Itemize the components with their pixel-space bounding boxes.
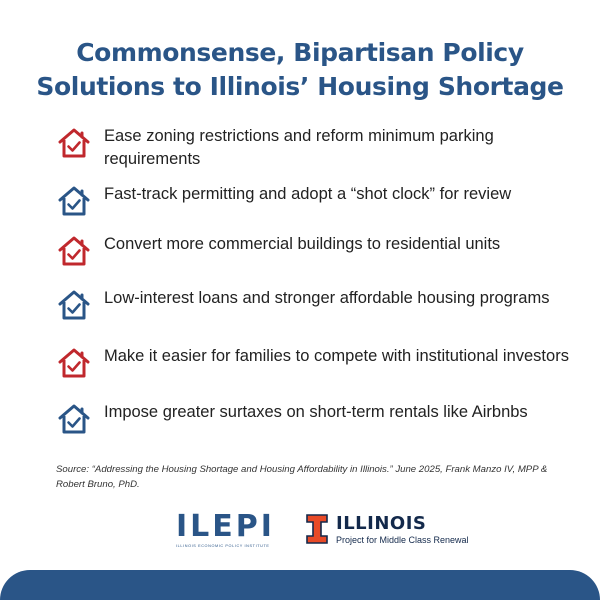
policy-item-3	[56, 233, 576, 269]
footer-bar	[0, 570, 600, 600]
illinois-project-name: Project for Middle Class Renewal	[336, 535, 469, 545]
ilepi-logo	[176, 509, 275, 548]
policy-item-2	[56, 183, 576, 219]
policy-item-text: Impose greater surtaxes on short-term rentals like Airbnbs	[104, 403, 528, 421]
ilepi-logo-text: ILEPI	[176, 509, 275, 544]
policy-item-text: Low-interest loans and stronger affordable housing programs	[104, 289, 550, 307]
policy-item-text: Make it easier for families to compete with institutional investors	[104, 347, 569, 365]
block-i-icon	[306, 514, 328, 544]
policy-item-6	[56, 401, 576, 437]
policy-item-text: Fast-track permitting and adopt a “shot clock” for review	[104, 185, 512, 203]
policy-item-4	[56, 287, 576, 323]
ilepi-full-name: ILLINOIS ECONOMIC POLICY INSTITUTE	[176, 544, 270, 548]
house-check-icon	[56, 233, 92, 269]
title-line-2: Solutions to Illinois’ Housing Shortage	[36, 72, 564, 101]
illinois-logo	[306, 514, 469, 545]
house-check-icon	[56, 183, 92, 219]
source-citation: Source: “Addressing the Housing Shortage and Housing Affordability in Illinois.” June 2025, Frank Manzo IV, MPP & Robert Bruno, PhD.	[56, 464, 548, 490]
logo-row	[0, 509, 600, 552]
house-check-icon	[56, 345, 92, 381]
house-check-icon	[56, 401, 92, 437]
policy-item-5	[56, 345, 576, 381]
title-line-1: Commonsense, Bipartisan Policy	[76, 38, 524, 67]
illinois-wordmark: ILLINOIS	[336, 513, 427, 534]
house-check-icon	[56, 287, 92, 323]
policy-item-1	[56, 125, 576, 171]
policy-item-text: Convert more commercial buildings to residential units	[104, 235, 501, 253]
house-check-icon	[56, 125, 92, 161]
page-title	[0, 36, 600, 104]
policy-item-text: Ease zoning restrictions and reform minimum parking requirements	[104, 127, 494, 168]
